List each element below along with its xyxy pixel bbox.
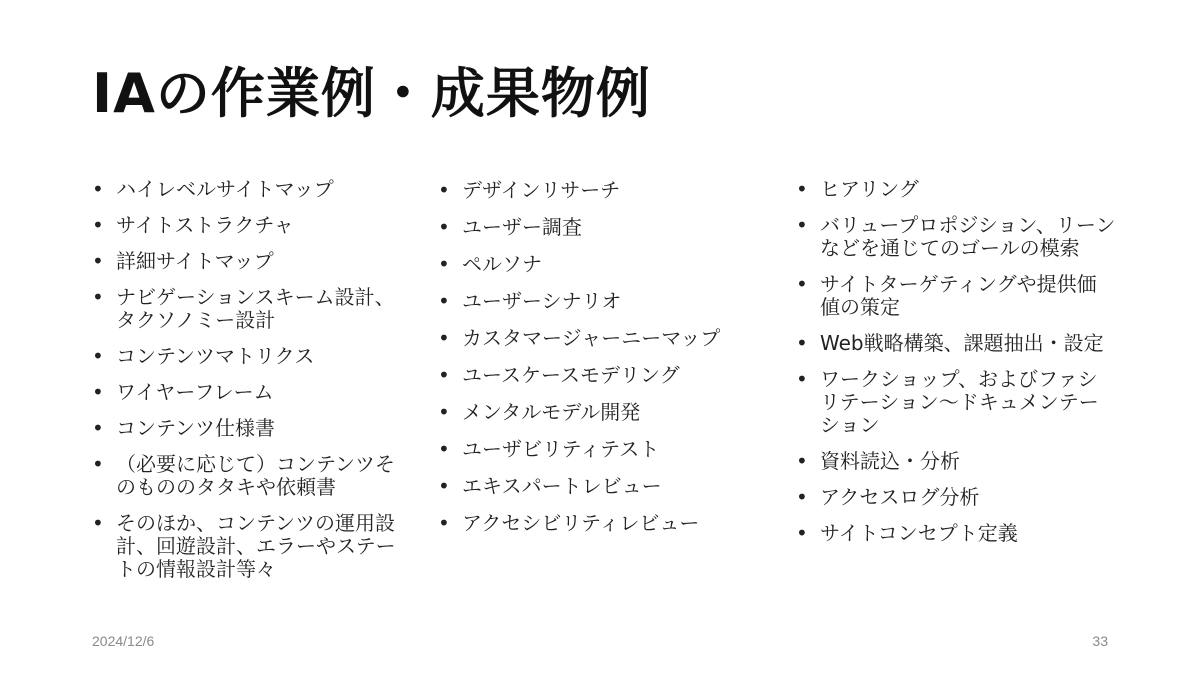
list-item bbox=[92, 453, 402, 499]
list-item bbox=[438, 253, 758, 276]
list-item bbox=[796, 368, 1116, 437]
bullet-icon: • bbox=[438, 511, 450, 535]
list-item-text: （必要に応じて）コンテンツそのもののタタキや依頼書 bbox=[116, 452, 395, 499]
list-item-text: サイトストラクチャ bbox=[116, 213, 294, 237]
bullet-icon: • bbox=[796, 521, 808, 545]
list-item-text: カスタマージャーニーマップ bbox=[462, 326, 721, 350]
list-item-text: エキスパートレビュー bbox=[462, 474, 662, 498]
list-item bbox=[796, 522, 1116, 545]
list-item-text: 資料読込・分析 bbox=[820, 449, 960, 473]
footer-date: 2024/12/6 bbox=[92, 633, 155, 649]
list-item bbox=[92, 417, 402, 440]
list-item bbox=[92, 345, 402, 368]
list-item bbox=[92, 250, 402, 273]
bullet-icon: • bbox=[796, 485, 808, 509]
bullet-icon: • bbox=[438, 363, 450, 387]
bullet-icon: • bbox=[438, 474, 450, 498]
bullet-icon: • bbox=[438, 215, 450, 239]
bullet-icon: • bbox=[92, 511, 104, 535]
bullet-icon: • bbox=[92, 380, 104, 404]
list-item-text: デザインリサーチ bbox=[462, 178, 621, 202]
bullet-icon: • bbox=[92, 285, 104, 309]
list-item bbox=[796, 214, 1116, 260]
bullet-icon: • bbox=[796, 449, 808, 473]
list-item bbox=[92, 512, 402, 581]
list-item bbox=[438, 216, 758, 239]
list-item-text: ペルソナ bbox=[462, 252, 542, 276]
list-item bbox=[438, 327, 758, 350]
list-item bbox=[796, 178, 1116, 201]
list-item-text: コンテンツマトリクス bbox=[116, 344, 315, 368]
list-item-text: ヒアリング bbox=[820, 177, 919, 201]
list-item bbox=[438, 290, 758, 313]
list-item bbox=[438, 438, 758, 461]
column-deliverables bbox=[92, 178, 402, 594]
list-item-text: ユーザーシナリオ bbox=[462, 289, 622, 313]
list-item bbox=[438, 512, 758, 535]
column-strategy bbox=[796, 178, 1116, 558]
bullet-icon: • bbox=[92, 249, 104, 273]
list-item-text: ユーザビリティテスト bbox=[462, 437, 660, 461]
list-item-text: ワークショップ、およびファシリテーション〜ドキュメンテーション bbox=[820, 367, 1099, 437]
list-item-text: メンタルモデル開発 bbox=[462, 400, 641, 424]
list-item-text: バリュープロポジション、リーンなどを通じてのゴールの模索 bbox=[820, 213, 1116, 260]
bullet-icon: • bbox=[796, 367, 808, 391]
list-item bbox=[796, 273, 1116, 319]
list-item-text: ユーザー調査 bbox=[462, 215, 582, 239]
list-item bbox=[796, 486, 1116, 509]
list-item bbox=[438, 364, 758, 387]
list-item bbox=[796, 332, 1116, 355]
bullet-icon: • bbox=[796, 272, 808, 296]
bullet-icon: • bbox=[438, 289, 450, 313]
column-research bbox=[438, 179, 758, 549]
bullet-icon: • bbox=[92, 177, 104, 201]
bullet-icon: • bbox=[438, 437, 450, 461]
bullet-icon: • bbox=[438, 252, 450, 276]
bullet-icon: • bbox=[92, 452, 104, 476]
list-item-text: ナビゲーションスキーム設計、タクソノミー設計 bbox=[116, 285, 395, 332]
list-item-text: サイトコンセプト定義 bbox=[820, 521, 1018, 545]
list-item-text: ワイヤーフレーム bbox=[116, 380, 274, 404]
bullet-icon: • bbox=[438, 326, 450, 350]
bullet-icon: • bbox=[92, 416, 104, 440]
list-item bbox=[92, 214, 402, 237]
list-item-text: そのほか、コンテンツの運用設計、回遊設計、エラーやステートの情報設計等々 bbox=[116, 511, 396, 581]
list-item bbox=[796, 450, 1116, 473]
bullet-icon: • bbox=[796, 331, 808, 355]
list-item bbox=[438, 401, 758, 424]
list-item-text: アクセスログ分析 bbox=[820, 485, 980, 509]
bullet-icon: • bbox=[438, 178, 450, 202]
list-item bbox=[92, 286, 402, 332]
page-number: 33 bbox=[1092, 633, 1108, 649]
list-item bbox=[92, 178, 402, 201]
bullet-icon: • bbox=[92, 213, 104, 237]
bullet-icon: • bbox=[796, 177, 808, 201]
list-item-text: Web戦略構築、課題抽出・設定 bbox=[820, 331, 1104, 355]
list-item-text: 詳細サイトマップ bbox=[116, 249, 274, 273]
slide-title: IAの作業例・成果物例 bbox=[92, 62, 651, 125]
list-item-text: アクセシビリティレビュー bbox=[462, 511, 700, 535]
list-item-text: ユースケースモデリング bbox=[462, 363, 680, 387]
bullet-icon: • bbox=[796, 213, 808, 237]
list-item bbox=[438, 475, 758, 498]
bullet-icon: • bbox=[438, 400, 450, 424]
bullet-icon: • bbox=[92, 344, 104, 368]
list-item bbox=[438, 179, 758, 202]
list-item-text: ハイレベルサイトマップ bbox=[116, 177, 334, 201]
list-item bbox=[92, 381, 402, 404]
list-item-text: サイトターゲティングや提供価値の策定 bbox=[820, 272, 1097, 319]
list-item-text: コンテンツ仕様書 bbox=[116, 416, 275, 440]
